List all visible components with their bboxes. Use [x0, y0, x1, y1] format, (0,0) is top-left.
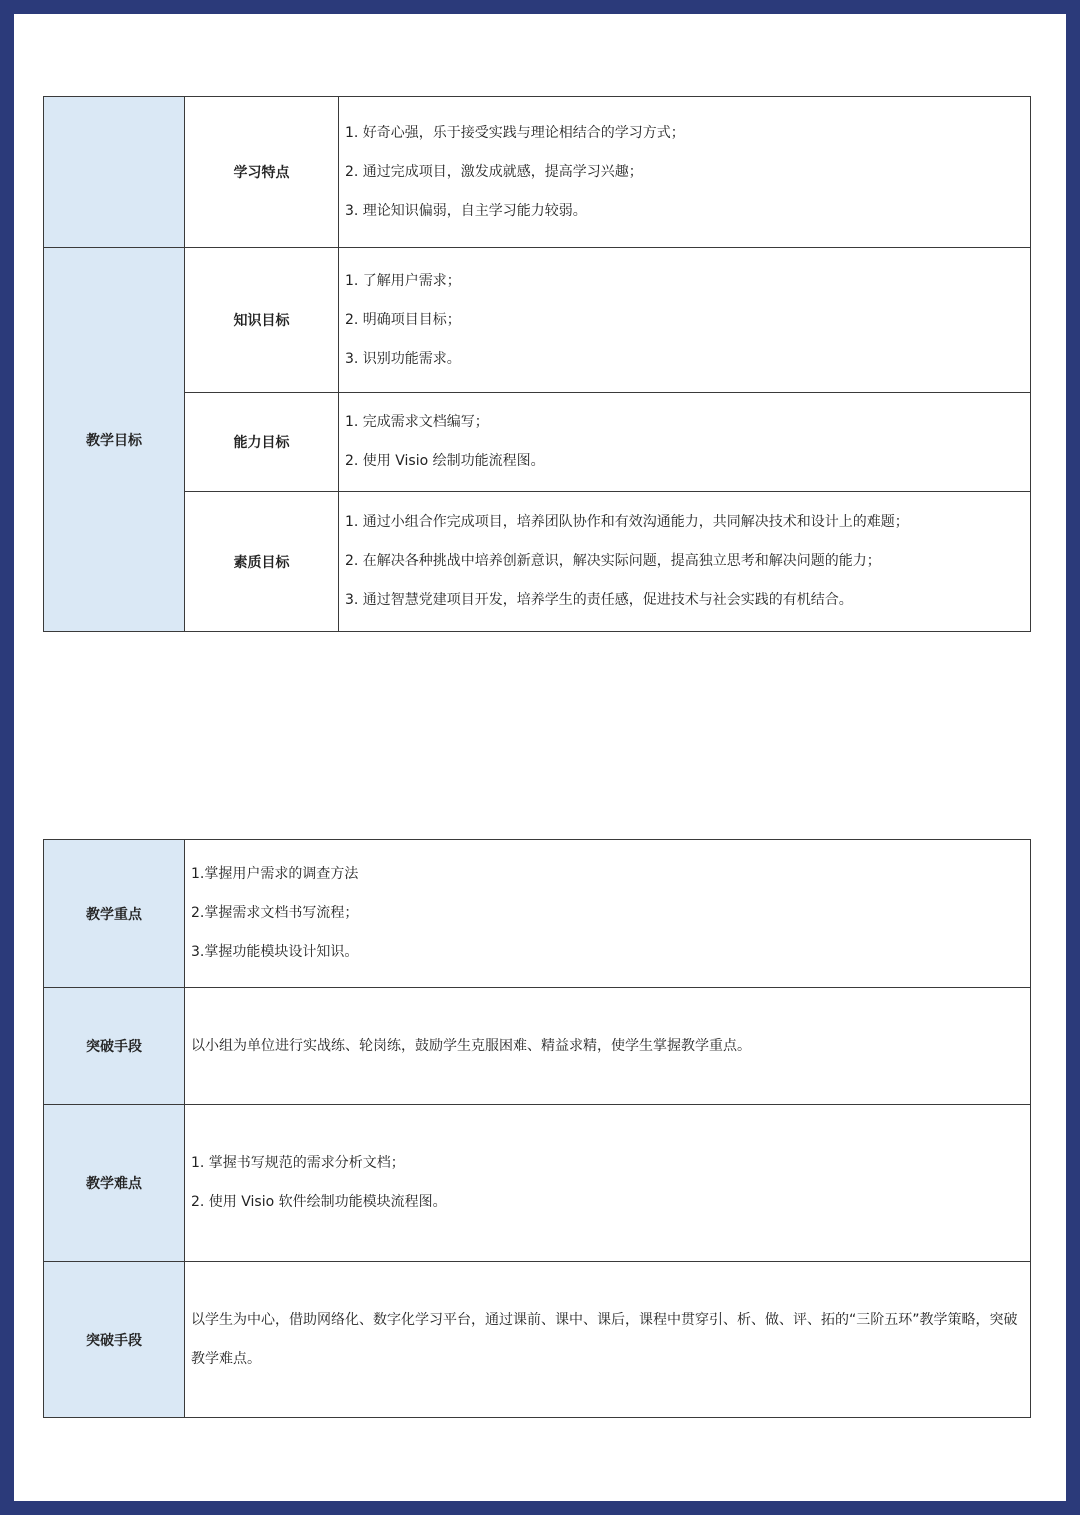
list-item: 2. 明确项目目标； [345, 311, 461, 328]
key-points-table [43, 839, 1031, 1418]
list-item: 2. 使用 Visio 软件绘制功能模块流程图。 [191, 1194, 447, 1210]
ability-goal-content [339, 393, 1031, 492]
quality-goal-label: 素质目标 [185, 492, 339, 632]
table-row [44, 1262, 1031, 1418]
list-item: 1. 好奇心强，乐于接受实践与理论相结合的学习方式； [345, 124, 685, 141]
learning-features-label: 学习特点 [185, 97, 339, 248]
teaching-focus-label: 教学重点 [44, 840, 185, 988]
list-item: 3. 通过智慧党建项目开发，培养学生的责任感，促进技术与社会实践的有机结合。 [345, 592, 853, 608]
list-item: 1. 掌握书写规范的需求分析文档； [191, 1155, 405, 1171]
table-row [44, 97, 1031, 248]
list-item: 1. 完成需求文档编写； [345, 414, 489, 430]
breakthrough-content-1 [185, 988, 1031, 1105]
list-item: 1. 了解用户需求； [345, 272, 461, 289]
learning-features-content [339, 97, 1031, 248]
list-item: 3. 理论知识偏弱，自主学习能力较弱。 [345, 202, 587, 219]
quality-goal-content [339, 492, 1031, 632]
list-item: 2. 使用 Visio 绘制功能流程图。 [345, 453, 545, 469]
table-row [44, 988, 1031, 1105]
teaching-focus-content [185, 840, 1031, 988]
list-item: 3.掌握功能模块设计知识。 [191, 944, 359, 960]
list-item: 3. 识别功能需求。 [345, 350, 461, 367]
list-item: 1.掌握用户需求的调查方法 [191, 866, 359, 882]
objectives-table [43, 96, 1031, 632]
breakthrough-content-2 [185, 1262, 1031, 1418]
knowledge-goal-content [339, 248, 1031, 393]
breakthrough-label-1: 突破手段 [44, 988, 185, 1105]
teaching-goals-label: 教学目标 [44, 248, 185, 632]
teaching-difficulty-content [185, 1105, 1031, 1262]
list-item: 2. 在解决各种挑战中培养创新意识，解决实际问题，提高独立思考和解决问题的能力； [345, 553, 881, 569]
table-row [44, 393, 1031, 492]
document-page [14, 14, 1066, 1501]
ability-goal-label: 能力目标 [185, 393, 339, 492]
paragraph: 以小组为单位进行实战练、轮岗练，鼓励学生克服困难、精益求精，使学生掌握教学重点。 [191, 1037, 751, 1054]
knowledge-goal-label: 知识目标 [185, 248, 339, 393]
row-header-empty [44, 97, 185, 248]
list-item: 2.掌握需求文档书写流程； [191, 905, 359, 921]
table-row [44, 840, 1031, 988]
paragraph: 以学生为中心，借助网络化、数字化学习平台，通过课前、课中、课后，课程中贯穿引、析、做、评、拓的“三阶五环”教学策略，突破教学难点。 [191, 1311, 1018, 1367]
list-item: 1. 通过小组合作完成项目，培养团队协作和有效沟通能力，共同解决技术和设计上的难题； [345, 514, 909, 530]
list-item: 2. 通过完成项目，激发成就感，提高学习兴趣； [345, 163, 643, 180]
table-row [44, 1105, 1031, 1262]
teaching-difficulty-label: 教学难点 [44, 1105, 185, 1262]
table-row [44, 492, 1031, 632]
table-row [44, 248, 1031, 393]
breakthrough-label-2: 突破手段 [44, 1262, 185, 1418]
